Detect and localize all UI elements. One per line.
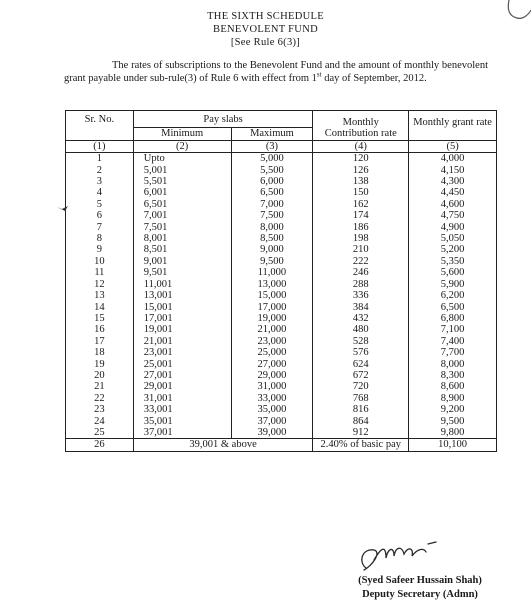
cell-sr: 20 (66, 370, 134, 381)
cell-maximum: 9,000 (231, 244, 313, 255)
cell-maximum: 23,000 (231, 336, 313, 347)
cell-sr: 22 (66, 393, 134, 404)
cell-grant: 5,350 (409, 256, 497, 267)
cell-maximum: 8,000 (231, 222, 313, 233)
cell-grant: 8,300 (409, 370, 497, 381)
cell-contribution: 186 (313, 222, 409, 233)
cell-contribution: 174 (313, 210, 409, 221)
cell-minimum: 25,001 (133, 359, 231, 370)
cell-sr: 17 (66, 336, 134, 347)
cell-sr: 7 (66, 222, 134, 233)
cell-maximum: 29,000 (231, 370, 313, 381)
cell-contribution: 162 (313, 199, 409, 210)
cell-grant: 7,400 (409, 336, 497, 347)
cell-minimum: 11,001 (133, 279, 231, 290)
table-row (66, 187, 497, 198)
cell-sr: 23 (66, 404, 134, 415)
cell-maximum: 9,500 (231, 256, 313, 267)
signature-mark (352, 540, 462, 574)
cell-grant: 4,450 (409, 187, 497, 198)
cell-sr: 18 (66, 347, 134, 358)
cell-minimum: 7,001 (133, 210, 231, 221)
cell-sr: 5 (66, 199, 134, 210)
col-number: (4) (313, 140, 409, 152)
cell-sr: 19 (66, 359, 134, 370)
cell-maximum: 5,500 (231, 165, 313, 176)
cell-minimum: 35,001 (133, 416, 231, 427)
cell-contribution: 198 (313, 233, 409, 244)
cell-minimum: 21,001 (133, 336, 231, 347)
cell-minimum: 9,001 (133, 256, 231, 267)
cell-grant: 5,050 (409, 233, 497, 244)
cell-maximum: 6,500 (231, 187, 313, 198)
table-row (66, 244, 497, 255)
cell-maximum: 7,500 (231, 210, 313, 221)
cell-sr: 21 (66, 381, 134, 392)
cell-maximum: 35,000 (231, 404, 313, 415)
cell-grant: 5,200 (409, 244, 497, 255)
cell-maximum: 21,000 (231, 324, 313, 335)
cell-sr: 25 (66, 427, 134, 439)
table-row (66, 347, 497, 358)
cell-contribution: 624 (313, 359, 409, 370)
cell-sr: 13 (66, 290, 134, 301)
cell-maximum: 5,000 (231, 153, 313, 165)
cell-minimum: 5,001 (133, 165, 231, 176)
cell-maximum: 39,000 (231, 427, 313, 439)
table-row (66, 359, 497, 370)
cell-maximum: 15,000 (231, 290, 313, 301)
scan-speck (56, 203, 70, 213)
cell-maximum: 7,000 (231, 199, 313, 210)
table-row (66, 210, 497, 221)
table-row (66, 279, 497, 290)
cell-maximum: 33,000 (231, 393, 313, 404)
table-row (66, 302, 497, 313)
cell-sr: 11 (66, 267, 134, 278)
cell-grant: 5,900 (409, 279, 497, 290)
cell-grant: 4,750 (409, 210, 497, 221)
cell-contribution: 672 (313, 370, 409, 381)
cell-minimum: 9,501 (133, 267, 231, 278)
cell-contribution: 576 (313, 347, 409, 358)
cell-contribution: 864 (313, 416, 409, 427)
cell-grant: 8,600 (409, 381, 497, 392)
cell-grant: 10,100 (409, 439, 497, 451)
header-sr-no: Sr. No. (66, 111, 134, 141)
cell-grant: 5,600 (409, 267, 497, 278)
table-row (66, 267, 497, 278)
cell-maximum: 13,000 (231, 279, 313, 290)
table-row (66, 233, 497, 244)
table-row (66, 393, 497, 404)
cell-grant: 4,150 (409, 165, 497, 176)
cell-minimum: 8,501 (133, 244, 231, 255)
cell-minimum: 29,001 (133, 381, 231, 392)
cell-minimum: 33,001 (133, 404, 231, 415)
cell-minimum: 37,001 (133, 427, 231, 439)
schedule-header (0, 10, 531, 49)
cell-grant: 4,600 (409, 199, 497, 210)
cell-contribution: 432 (313, 313, 409, 324)
cell-sr: 15 (66, 313, 134, 324)
cell-sr: 12 (66, 279, 134, 290)
cell-maximum: 6,000 (231, 176, 313, 187)
cell-minimum: 17,001 (133, 313, 231, 324)
cell-contribution: 222 (313, 256, 409, 267)
table-row (66, 381, 497, 392)
header-maximum: Maximum (231, 127, 313, 140)
cell-contribution: 210 (313, 244, 409, 255)
header-grant: Monthly grant rate (409, 111, 497, 141)
cell-minimum: 13,001 (133, 290, 231, 301)
cell-minimum: 5,501 (133, 176, 231, 187)
cell-minimum: 19,001 (133, 324, 231, 335)
intro-paragraph (64, 60, 488, 85)
table-row (66, 256, 497, 267)
table-row (66, 370, 497, 381)
cell-sr: 2 (66, 165, 134, 176)
cell-maximum: 8,500 (231, 233, 313, 244)
benevolent-fund-table (65, 110, 497, 452)
cell-contribution: 528 (313, 336, 409, 347)
cell-minimum: 6,501 (133, 199, 231, 210)
cell-grant: 8,000 (409, 359, 497, 370)
cell-minimum: 8,001 (133, 233, 231, 244)
col-number: (3) (231, 140, 313, 152)
cell-grant: 6,800 (409, 313, 497, 324)
cell-minimum: 7,501 (133, 222, 231, 233)
table-row (66, 222, 497, 233)
col-number: (2) (133, 140, 231, 152)
rule-reference: [See Rule 6(3)] (230, 37, 301, 48)
table-row (66, 153, 497, 165)
intro-superscript: st (316, 70, 322, 78)
table-row (66, 324, 497, 335)
cell-maximum: 25,000 (231, 347, 313, 358)
table-row (66, 165, 497, 176)
cell-sr: 9 (66, 244, 134, 255)
cell-maximum: 11,000 (231, 267, 313, 278)
cell-contribution: 336 (313, 290, 409, 301)
col-number: (1) (66, 140, 134, 152)
table-body (66, 153, 497, 452)
cell-sr: 24 (66, 416, 134, 427)
cell-minimum: 15,001 (133, 302, 231, 313)
table-row (66, 427, 497, 439)
table-row (66, 336, 497, 347)
cell-maximum: 27,000 (231, 359, 313, 370)
header-contribution: Monthly Contribution rate (313, 111, 409, 141)
cell-maximum: 17,000 (231, 302, 313, 313)
table-row (66, 176, 497, 187)
cell-maximum: 31,000 (231, 381, 313, 392)
cell-contribution: 288 (313, 279, 409, 290)
cell-contribution: 480 (313, 324, 409, 335)
cell-minimum: Upto (133, 153, 231, 165)
cell-grant: 7,700 (409, 347, 497, 358)
cell-grant: 6,200 (409, 290, 497, 301)
table-row (66, 199, 497, 210)
cell-sr: 3 (66, 176, 134, 187)
cell-grant: 4,000 (409, 153, 497, 165)
cell-grant: 9,200 (409, 404, 497, 415)
table-row (66, 416, 497, 427)
header-minimum: Minimum (133, 127, 231, 140)
cell-grant: 9,800 (409, 427, 497, 439)
signatory-designation: Deputy Secretary (Admn) (362, 589, 478, 600)
cell-contribution: 720 (313, 381, 409, 392)
cell-sr: 16 (66, 324, 134, 335)
intro-text-end: day of September, 2012. (321, 72, 427, 84)
cell-maximum: 37,000 (231, 416, 313, 427)
cell-sr: 26 (66, 439, 134, 451)
schedule-title: THE SIXTH SCHEDULE (207, 11, 324, 22)
cell-slab: 39,001 & above (133, 439, 313, 451)
cell-sr: 4 (66, 187, 134, 198)
signatory-name: (Syed Safeer Hussain Shah) (358, 575, 482, 586)
table-row (66, 404, 497, 415)
cell-grant: 8,900 (409, 393, 497, 404)
cell-minimum: 23,001 (133, 347, 231, 358)
cell-contribution: 2.40% of basic pay (313, 439, 409, 451)
cell-minimum: 6,001 (133, 187, 231, 198)
table-row (66, 290, 497, 301)
table-row-last (66, 439, 497, 451)
cell-grant: 4,900 (409, 222, 497, 233)
cell-grant: 4,300 (409, 176, 497, 187)
intro-text: The rates of subscriptions to the Benevolent Fund and the amount of monthly benevolent grant payable under sub-rule(3) of Rule 6 with effect from 1 (64, 60, 488, 84)
cell-sr: 14 (66, 302, 134, 313)
signatory-block (330, 574, 510, 602)
cell-contribution: 246 (313, 267, 409, 278)
cell-sr: 8 (66, 233, 134, 244)
header-pay-slabs: Pay slabs (133, 111, 313, 128)
fund-name: BENEVOLENT FUND (213, 24, 318, 35)
cell-contribution: 912 (313, 427, 409, 439)
cell-contribution: 816 (313, 404, 409, 415)
table-row (66, 313, 497, 324)
cell-grant: 7,100 (409, 324, 497, 335)
cell-grant: 9,500 (409, 416, 497, 427)
cell-contribution: 120 (313, 153, 409, 165)
cell-grant: 6,500 (409, 302, 497, 313)
cell-contribution: 384 (313, 302, 409, 313)
cell-contribution: 150 (313, 187, 409, 198)
cell-sr: 6 (66, 210, 134, 221)
cell-sr: 1 (66, 153, 134, 165)
cell-maximum: 19,000 (231, 313, 313, 324)
cell-contribution: 138 (313, 176, 409, 187)
cell-contribution: 768 (313, 393, 409, 404)
col-number: (5) (409, 140, 497, 152)
cell-sr: 10 (66, 256, 134, 267)
cell-minimum: 31,001 (133, 393, 231, 404)
cell-minimum: 27,001 (133, 370, 231, 381)
cell-contribution: 126 (313, 165, 409, 176)
